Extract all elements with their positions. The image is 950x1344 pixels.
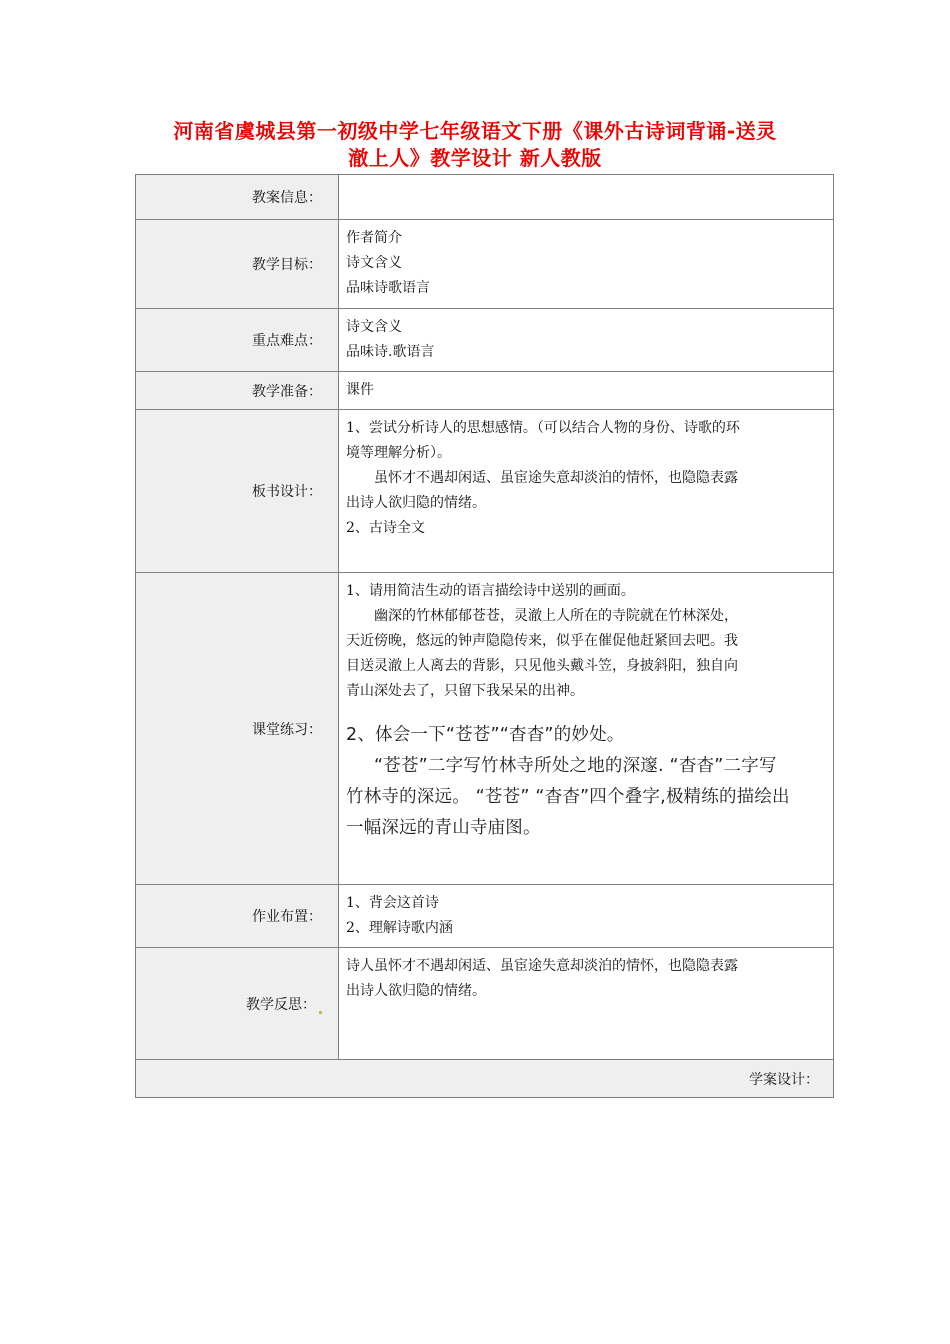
goal-item: 诗文含义 — [346, 255, 402, 271]
label-key-points: 重点难点： — [136, 309, 339, 372]
label-homework: 作业布置： — [136, 885, 339, 948]
exercise-answer: 竹林寺的深远。 “苍苍” “杳杳”四个叠字,极精练的描绘出 — [346, 787, 790, 807]
board-text: 2、古诗全文 — [346, 520, 425, 536]
preparation-text: 课件 — [346, 382, 374, 398]
reflection-text: 出诗人欲归隐的情绪。 — [346, 983, 486, 999]
title-line-1: 河南省虞城县第一初级中学七年级语文下册《课外古诗词背诵-送灵 — [173, 119, 777, 143]
exercise-answer: 幽深的竹林郁郁苍苍，灵澈上人所在的寺院就在竹林深处， — [374, 608, 738, 624]
board-text: 出诗人欲归隐的情绪。 — [346, 495, 486, 511]
row-homework — [136, 885, 834, 948]
content-reflection — [339, 948, 834, 1060]
board-text: 境等理解分析）。 — [346, 445, 451, 461]
row-reflection — [136, 948, 834, 1060]
label-reflection: 教学反思： — [136, 948, 339, 1060]
title-line-2: 澈上人》教学设计 新人教版 — [348, 146, 602, 170]
row-class-exercise — [136, 573, 834, 885]
key-item: 品味诗.歌语言 — [346, 344, 435, 360]
label-study-plan: 学案设计： — [136, 1060, 834, 1098]
content-board-design — [339, 410, 834, 573]
board-text: 1、尝试分析诗人的思想感情。（可以结合人物的身份、诗歌的环 — [346, 420, 740, 436]
content-teaching-goals — [339, 220, 834, 309]
homework-item: 2、理解诗歌内涵 — [346, 920, 453, 936]
label-preparation: 教学准备： — [136, 372, 339, 410]
label-lesson-info: 教案信息： — [136, 175, 339, 220]
content-preparation — [339, 372, 834, 410]
homework-item: 1、背会这首诗 — [346, 895, 439, 911]
key-item: 诗文含义 — [346, 319, 402, 335]
lesson-plan-table — [135, 174, 834, 1098]
row-teaching-goals — [136, 220, 834, 309]
row-board-design — [136, 410, 834, 573]
goal-item: 品味诗歌语言 — [346, 280, 430, 296]
exercise-answer: 目送灵澈上人离去的背影，只见他头戴斗笠，身披斜阳，独自向 — [346, 658, 738, 674]
content-key-points — [339, 309, 834, 372]
content-lesson-info — [339, 175, 834, 220]
row-key-points — [136, 309, 834, 372]
row-lesson-info — [136, 175, 834, 220]
exercise-answer: 天近傍晚，悠远的钟声隐隐传来，似乎在催促他赶紧回去吧。我 — [346, 633, 738, 649]
exercise-question: 1、请用简洁生动的语言描绘诗中送别的画面。 — [346, 583, 635, 599]
exercise-answer: 青山深处去了，只留下我呆呆的出神。 — [346, 683, 584, 699]
mark-dot — [319, 1011, 322, 1014]
reflection-text: 诗人虽怀才不遇却闲适、虽宦途失意却淡泊的情怀，也隐隐表露 — [346, 958, 738, 974]
row-preparation — [136, 372, 834, 410]
board-text: 虽怀才不遇却闲适、虽宦途失意却淡泊的情怀，也隐隐表露 — [374, 470, 738, 486]
document-title — [120, 118, 830, 172]
label-teaching-goals: 教学目标： — [136, 220, 339, 309]
label-board-design: 板书设计： — [136, 410, 339, 573]
content-homework — [339, 885, 834, 948]
exercise-question: 2、体会一下“苍苍”“杳杳”的妙处。 — [346, 725, 625, 745]
goal-item: 作者简介 — [346, 230, 402, 246]
content-class-exercise — [339, 573, 834, 885]
exercise-answer: “苍苍”二字写竹林寺所处之地的深邃. “杳杳”二字写 — [374, 756, 777, 776]
label-class-exercise: 课堂练习： — [136, 573, 339, 885]
exercise-answer: 一幅深远的青山寺庙图。 — [346, 818, 541, 838]
exercise-handwritten-block — [346, 720, 827, 844]
row-study-plan — [136, 1060, 834, 1098]
